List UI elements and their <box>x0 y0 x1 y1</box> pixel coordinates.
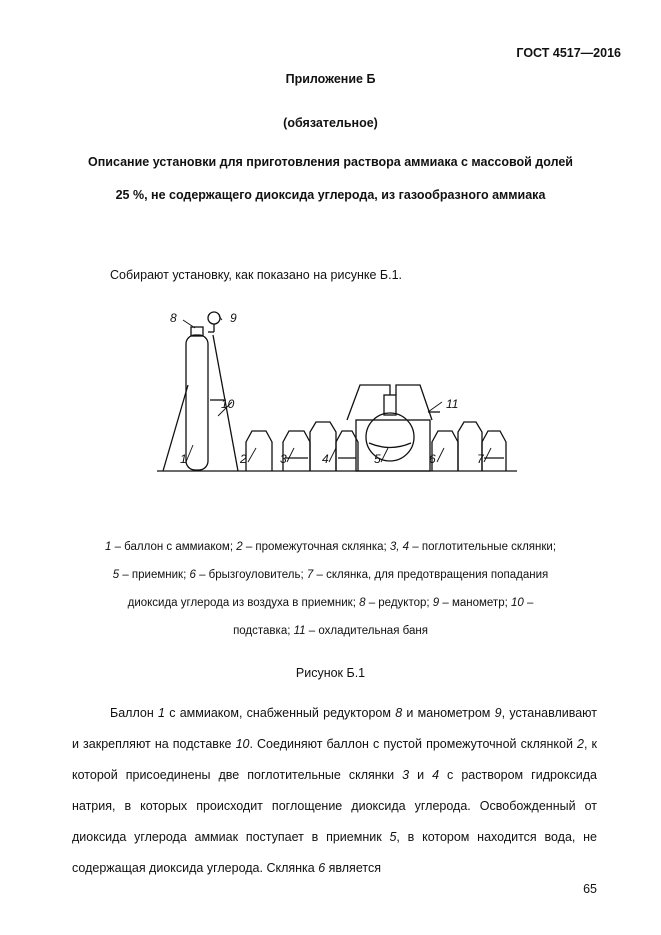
appendix-heading-line1: Описание установки для приготовления раствора аммиака с массовой долей <box>88 155 573 169</box>
legend-num: 2 <box>236 541 243 553</box>
ref-num: 8 <box>395 706 403 720</box>
text: , устанавливают и закрепляют на подставке <box>72 706 597 751</box>
label-9: 9 <box>230 311 237 325</box>
legend-num: 8 <box>359 597 366 609</box>
ref-num: 4 <box>432 768 440 782</box>
legend-num: 6 <box>189 569 196 581</box>
ref-num: 1 <box>158 706 165 720</box>
receiver-with-bath <box>347 385 440 471</box>
appendix-title: Приложение Б <box>285 72 376 86</box>
legend-text: – баллон с аммиаком; <box>111 541 237 553</box>
legend-line-4 <box>0 625 661 637</box>
legend-text: – склянка, для предотвращения попадания <box>313 569 549 581</box>
text: является <box>325 861 381 875</box>
figure-caption: Рисунок Б.1 <box>295 666 366 680</box>
legend-num: 10 <box>510 597 524 609</box>
legend-num: 11 <box>293 625 306 637</box>
text: , в котором находится вода, не содержащая диоксида углерода. Склянка <box>72 830 597 875</box>
text: и <box>409 768 433 782</box>
legend-num: 9 <box>432 597 440 609</box>
legend-line-1 <box>0 541 661 553</box>
appendix-status: (обязательное) <box>283 116 378 130</box>
text: Баллон <box>110 706 158 720</box>
apparatus-figure <box>150 300 520 475</box>
intermediate-bottle <box>246 431 272 471</box>
paragraph <box>72 698 597 884</box>
label-8: 8 <box>170 311 177 325</box>
label-4: 4 <box>322 452 329 466</box>
text: с аммиаком, снабженный редуктором <box>164 706 396 720</box>
absorption-bottle-3 <box>283 431 310 471</box>
label-10: 10 <box>221 397 235 411</box>
spray-trap-bottle <box>432 422 482 471</box>
legend-num: 1 <box>104 541 112 553</box>
ammonia-cylinder <box>186 312 220 470</box>
document-id: ГОСТ 4517—2016 <box>516 46 621 60</box>
body-paragraph <box>72 698 597 884</box>
legend-text: – охладительная баня <box>305 625 428 637</box>
label-6: 6 <box>429 452 436 466</box>
appendix-heading-line2: 25 %, не содержащего диоксида углерода, из газообразного аммиака <box>115 188 546 202</box>
legend-line-2 <box>0 569 661 581</box>
legend-text: диоксида углерода из воздуха в приемник; <box>127 597 360 609</box>
legend-num: 5 <box>112 569 120 581</box>
label-1: 1 <box>180 452 187 466</box>
guard-bottle <box>482 431 506 471</box>
legend-num: 7 <box>306 569 314 581</box>
legend-text: – редуктор; <box>365 597 433 609</box>
ref-num: 2 <box>577 737 584 751</box>
ref-num: 10 <box>235 737 250 751</box>
legend-num: 3, 4 <box>389 541 410 553</box>
label-7: 7 <box>477 452 484 466</box>
label-5: 5 <box>374 452 381 466</box>
label-3: 3 <box>280 452 287 466</box>
absorption-bottle-4 <box>310 422 358 471</box>
text: с раствором гидроксида натрия, в которых происходит поглощение диоксида углерода. Освобожденный от диоксида углерода аммиак поступает в приемник <box>72 768 597 844</box>
text: , к которой присоединены две поглотительные склянки <box>72 737 598 782</box>
legend-text: – манометр; <box>439 597 511 609</box>
legend-text: подставка; <box>233 625 294 637</box>
legend-text: – брызгоуловитель; <box>195 569 307 581</box>
label-11: 11 <box>446 397 459 411</box>
legend-text: – поглотительные склянки; <box>409 541 557 553</box>
ref-num: 6 <box>318 861 326 875</box>
legend-text: – промежуточная склянка; <box>242 541 390 553</box>
ref-num: 9 <box>494 706 502 720</box>
legend-line-3 <box>0 597 661 609</box>
legend-text: – <box>523 597 534 609</box>
ref-num: 3 <box>402 768 410 782</box>
label-2: 2 <box>240 452 247 466</box>
text: и манометром <box>402 706 495 720</box>
legend-text: – приемник; <box>119 569 190 581</box>
intro-paragraph: Собирают установку, как показано на рисунке Б.1. <box>110 268 402 282</box>
ref-num: 5 <box>389 830 397 844</box>
page-number: 65 <box>583 882 597 896</box>
text: . Соединяют баллон с пустой промежуточной склянкой <box>249 737 578 751</box>
